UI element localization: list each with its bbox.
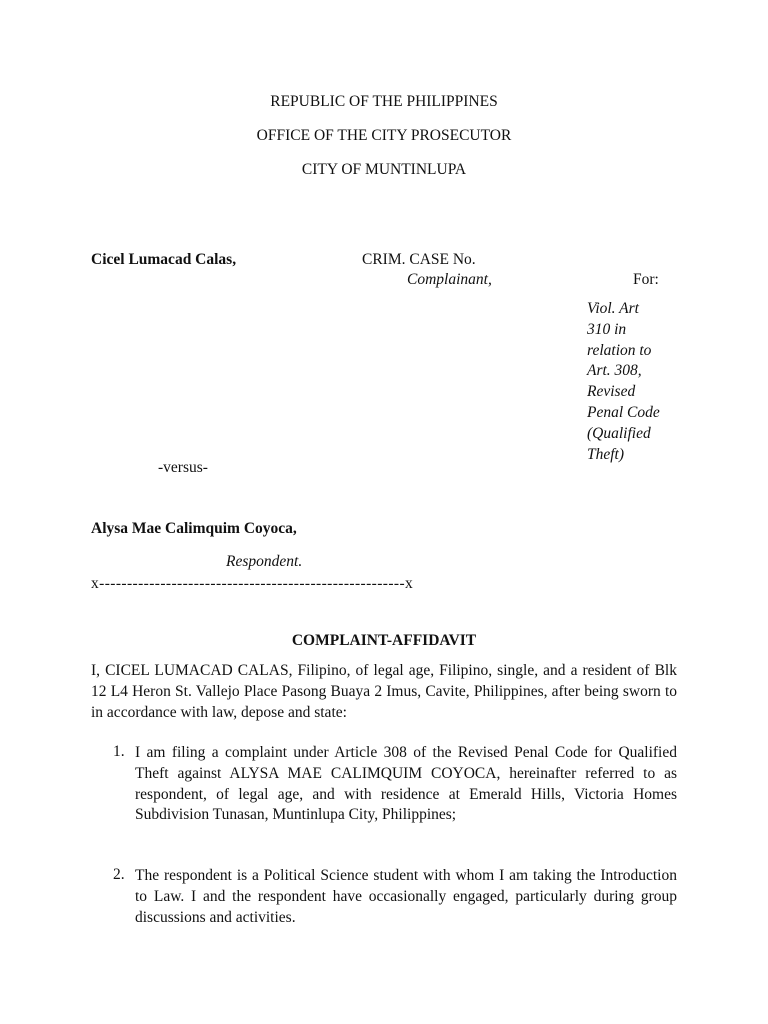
intro-paragraph: I, CICEL LUMACAD CALAS, Filipino, of legal age, Filipino, single, and a resident of Blk 12 L4 Heron St. Vallejo Place Pasong Buaya 2 Imus, Cavite, Philippines, after being sworn to in accordance with law, depose and state: [91, 662, 677, 721]
charge-line: Revised [587, 383, 636, 401]
charge-line: Viol. Art [587, 300, 639, 317]
charge-description [587, 299, 677, 465]
charge-line: Theft) [587, 445, 625, 463]
for-label: For: [633, 271, 659, 288]
document-title: COMPLAINT-AFFIDAVIT [291, 632, 477, 649]
list-item: I am filing a complaint under Article 308 of the Revised Penal Code for Qualified Theft against ALYSA MAE CALIMQUIM COYOCA, hereinafter referred to as respondent, of legal age, and with residence at Emerald Hills, Victoria Homes Subdivision Tunasan, Muntinlupa City, Philippines; [135, 744, 677, 824]
respondent-name: Alysa Mae Calimquim Coyoca, [91, 520, 297, 537]
list-item: The respondent is a Political Science student with whom I am taking the Introduction to Law. I and the respondent have occasionally engaged, particularly during group discussions and activities. [135, 867, 677, 926]
case-no-label: CRIM. CASE No. [362, 251, 476, 268]
charge-line: relation to [587, 341, 652, 359]
header-office: OFFICE OF THE CITY PROSECUTOR [256, 127, 512, 144]
item-number: 2. [113, 866, 125, 883]
charge-line: 310 in [587, 320, 627, 338]
complainant-role: Complainant, [407, 271, 492, 288]
item-number: 1. [113, 743, 125, 760]
versus-label: -versus- [158, 459, 208, 476]
charge-line: Art. 308, [587, 362, 642, 380]
caption-separator: x-------------------------------------------------------x [91, 575, 414, 592]
charge-line: (Qualified [587, 424, 651, 442]
header-city: CITY OF MUNTINLUPA [301, 161, 467, 178]
respondent-role: Respondent. [226, 553, 303, 570]
complainant-name: Cicel Lumacad Calas, [91, 251, 237, 268]
charge-line: Penal Code [587, 403, 660, 421]
header-republic: REPUBLIC OF THE PHILIPPINES [270, 93, 498, 110]
